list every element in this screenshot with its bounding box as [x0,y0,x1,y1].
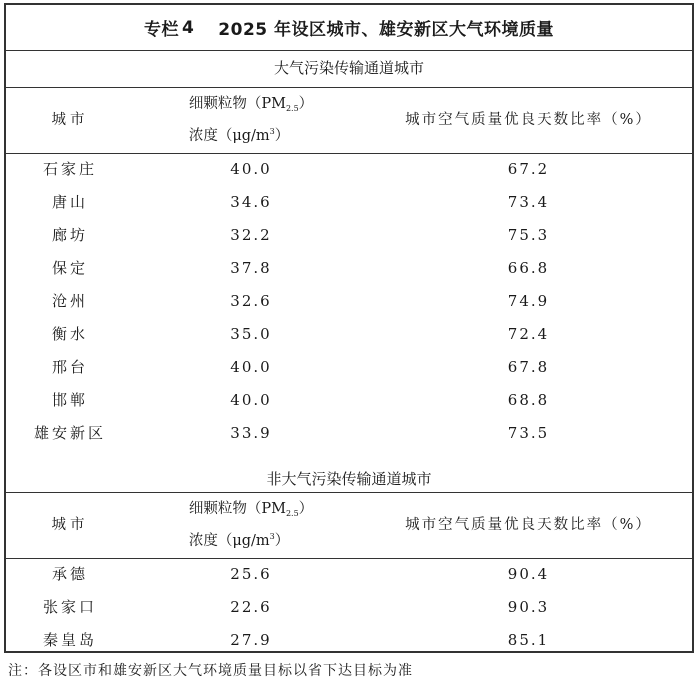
cell-rate: 73.5 [507,424,550,442]
header-pm-sup: 3 [269,531,275,541]
header-pm-line1-close: ） [298,500,314,517]
cell-city: 廊坊 [51,226,88,244]
header-city: 城市 [51,111,89,128]
cell-rate: 66.8 [507,259,550,277]
cell-city: 保定 [51,259,88,277]
cell-rate: 68.8 [507,391,550,409]
title-prefix: 专栏 [143,20,179,40]
table-row [6,219,692,252]
title-text: 2025 年设区城市、雄安新区大气环境质量 [218,20,555,40]
table-row [6,252,692,285]
column-header-row [6,87,692,154]
cell-pm25: 25.6 [230,565,272,583]
header-rate: 城市空气质量优良天数比率（%） [405,111,652,128]
header-pm-line1: 细颗粒物（PM [188,95,286,112]
header-pm25 [146,492,356,558]
air-quality-table [4,3,694,653]
cell-pm25: 35.0 [230,325,272,343]
title-number: 4 [181,17,195,38]
table-row [6,186,692,219]
cell-pm25: 22.6 [230,598,272,616]
footnote: 注：各设区市和雄安新区大气环境质量目标以省下达目标为准 [8,663,413,679]
column-header-row [6,492,692,559]
cell-rate: 90.4 [507,565,550,583]
cell-rate: 90.3 [507,598,550,616]
cell-pm25: 37.8 [230,259,272,277]
table-row [6,624,692,657]
cell-city: 张家口 [42,598,97,616]
cell-pm25: 27.9 [230,631,272,649]
section-title-transport-cities: 大气污染传输通道城市 [6,50,692,88]
cell-rate: 72.4 [507,325,550,343]
header-pm-line2-close: ） [274,532,290,549]
table-title [6,5,692,51]
header-pm-line1: 细颗粒物（PM [188,500,286,517]
cell-city: 石家庄 [42,160,97,178]
table-row [6,153,692,186]
section-title-non-transport-cities: 非大气污染传输通道城市 [6,462,692,493]
cell-city: 承德 [51,565,88,583]
header-pm-sub: 2.5 [285,508,299,518]
cell-rate: 67.8 [507,358,550,376]
cell-pm25: 40.0 [230,358,272,376]
header-pm25 [146,87,356,153]
cell-city: 衡水 [51,325,88,343]
cell-city: 邯郸 [51,391,88,409]
cell-city: 邢台 [51,358,88,376]
header-pm-line2: 浓度（μg/m [188,532,270,549]
table-row [6,384,692,417]
table-row [6,318,692,351]
header-pm-sup: 3 [269,126,275,136]
cell-city: 唐山 [51,193,88,211]
cell-rate: 85.1 [507,631,550,649]
table-row [6,558,692,591]
cell-rate: 74.9 [507,292,550,310]
table-row [6,351,692,384]
header-city: 城市 [51,516,89,533]
cell-city: 雄安新区 [33,424,106,442]
header-rate: 城市空气质量优良天数比率（%） [405,516,652,533]
cell-pm25: 32.2 [230,226,272,244]
cell-city: 秦皇岛 [42,631,97,649]
cell-pm25: 32.6 [230,292,272,310]
header-pm-line2: 浓度（μg/m [188,127,270,144]
header-pm-line1-close: ） [298,95,314,112]
header-pm-sub: 2.5 [285,103,299,113]
table-row [6,417,692,450]
cell-pm25: 33.9 [230,424,272,442]
cell-pm25: 40.0 [230,160,272,178]
table-row [6,591,692,624]
cell-rate: 73.4 [507,193,550,211]
cell-city: 沧州 [51,292,88,310]
cell-pm25: 40.0 [230,391,272,409]
header-pm-line2-close: ） [274,127,290,144]
cell-rate: 67.2 [507,160,550,178]
cell-rate: 75.3 [507,226,550,244]
cell-pm25: 34.6 [230,193,272,211]
table-row [6,285,692,318]
